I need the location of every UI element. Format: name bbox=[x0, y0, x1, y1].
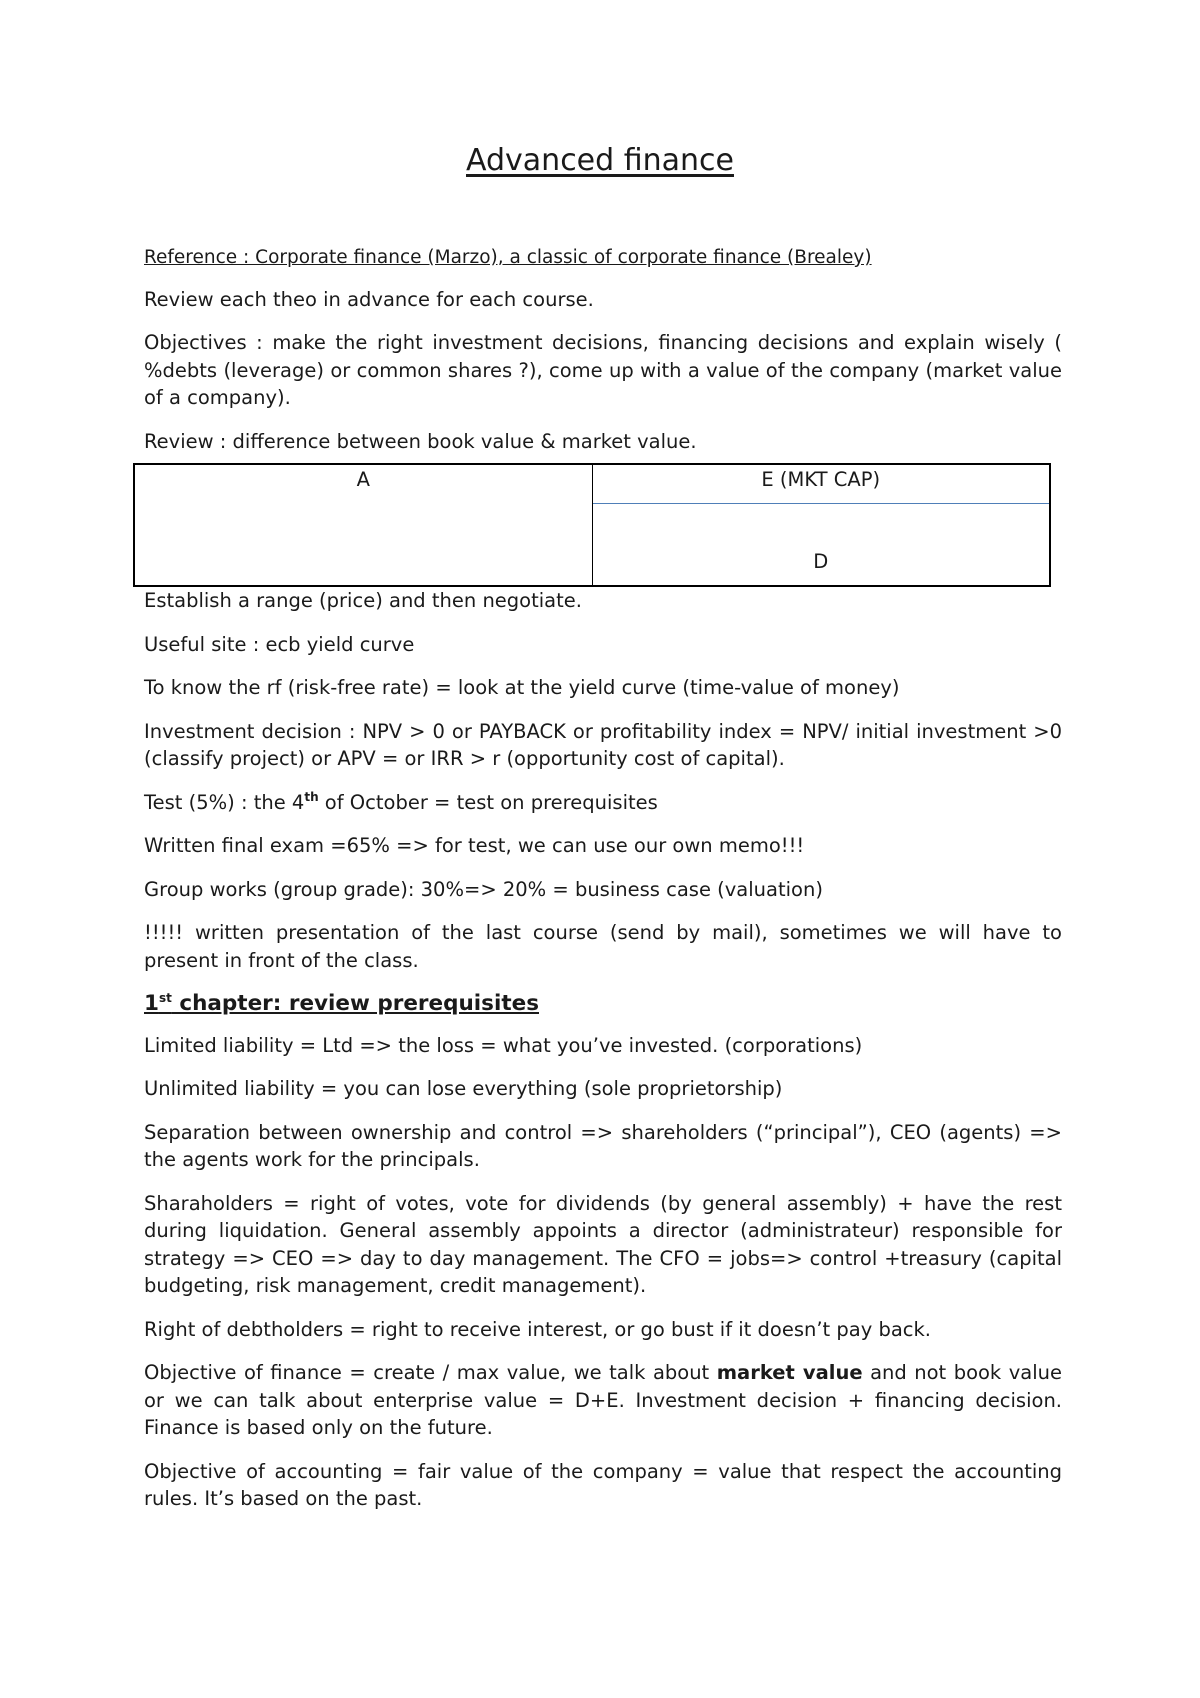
chapter-heading bbox=[144, 990, 1062, 1018]
objective-finance-paragraph bbox=[144, 1359, 1062, 1442]
balance-assets-cell: A bbox=[135, 465, 593, 585]
final-exam-paragraph: Written final exam =65% => for test, we can use our own memo!!! bbox=[144, 834, 805, 857]
document-body bbox=[144, 244, 1062, 1529]
group-works-paragraph: Group works (group grade): 30%=> 20% = business case (valuation) bbox=[144, 877, 823, 901]
chapter-number: 1 bbox=[144, 991, 159, 1016]
risk-free-paragraph: To know the rf (risk-free rate) = look at the yield curve (time-value of money) bbox=[144, 676, 900, 699]
review-difference-paragraph: Review : difference between book value & market value. bbox=[144, 429, 697, 453]
unlimited-liability-paragraph: Unlimited liability = you can lose everything (sole proprietorship) bbox=[144, 1077, 783, 1100]
test-paragraph bbox=[144, 789, 1062, 817]
balance-liabilities-column bbox=[593, 465, 1050, 585]
test-text-after: of October = test on prerequisites bbox=[318, 790, 658, 814]
test-superscript: th bbox=[304, 789, 319, 804]
document-title: Advanced finance bbox=[466, 143, 734, 178]
review-theo-paragraph: Review each theo in advance for each course. bbox=[144, 287, 594, 311]
balance-equity-cell: E (MKT CAP) bbox=[593, 465, 1050, 504]
test-text-before: Test (5%) : the 4 bbox=[144, 790, 305, 814]
separation-paragraph: Separation between ownership and control => shareholders (“principal”), CEO (agents) => the agents work for the principals. bbox=[144, 1120, 1062, 1171]
chapter-title-text: chapter: review prerequisites bbox=[171, 991, 539, 1016]
objective-finance-after: and not book value or we can talk about enterprise value = D+E. Investment decision + financing decision. Finance is based only on the future. bbox=[144, 1361, 1062, 1439]
chapter-superscript: st bbox=[158, 991, 172, 1005]
establish-range-paragraph: Establish a range (price) and then negotiate. bbox=[144, 589, 582, 612]
objective-finance-before: Objective of finance = create / max value, we talk about bbox=[144, 1361, 717, 1384]
debtholders-paragraph: Right of debtholders = right to receive interest, or go bust if it doesn’t pay back. bbox=[144, 1317, 931, 1341]
objective-finance-bold: market value bbox=[716, 1361, 863, 1384]
balance-sheet-table bbox=[133, 463, 1051, 587]
objective-accounting-paragraph: Objective of accounting = fair value of the company = value that respect the accounting rules. It’s based on the past. bbox=[144, 1459, 1062, 1510]
investment-decision-paragraph: Investment decision : NPV > 0 or PAYBACK or profitability index = NPV/ initial investment >0 (classify project) or APV = or IRR > r (opportunity cost of capital). bbox=[144, 719, 1062, 770]
balance-debt-cell bbox=[593, 504, 1050, 585]
shareholders-paragraph: Sharaholders = right of votes, vote for dividends (by general assembly) + have the rest during liquidation. General assembly appoints a director (administrateur) responsible for strategy => CEO => day to day management. The CFO = jobs=> control +treasury (capital budgeting, risk management, credit management). bbox=[144, 1191, 1062, 1297]
useful-site-paragraph: Useful site : ecb yield curve bbox=[144, 632, 415, 656]
objectives-paragraph: Objectives : make the right investment decisions, financing decisions and explain wisely ( %debts (leverage) or common shares ?), come up with a value of the company (market value of a company). bbox=[144, 331, 1062, 409]
limited-liability-paragraph: Limited liability = Ltd => the loss = what you’ve invested. (corporations) bbox=[144, 1033, 863, 1057]
balance-debt-label: D bbox=[813, 549, 829, 573]
presentation-paragraph: !!!!! written presentation of the last course (send by mail), sometimes we will have to present in front of the class. bbox=[144, 921, 1062, 972]
reference-line: Reference : Corporate finance (Marzo), a classic of corporate finance (Brealey) bbox=[144, 247, 872, 268]
